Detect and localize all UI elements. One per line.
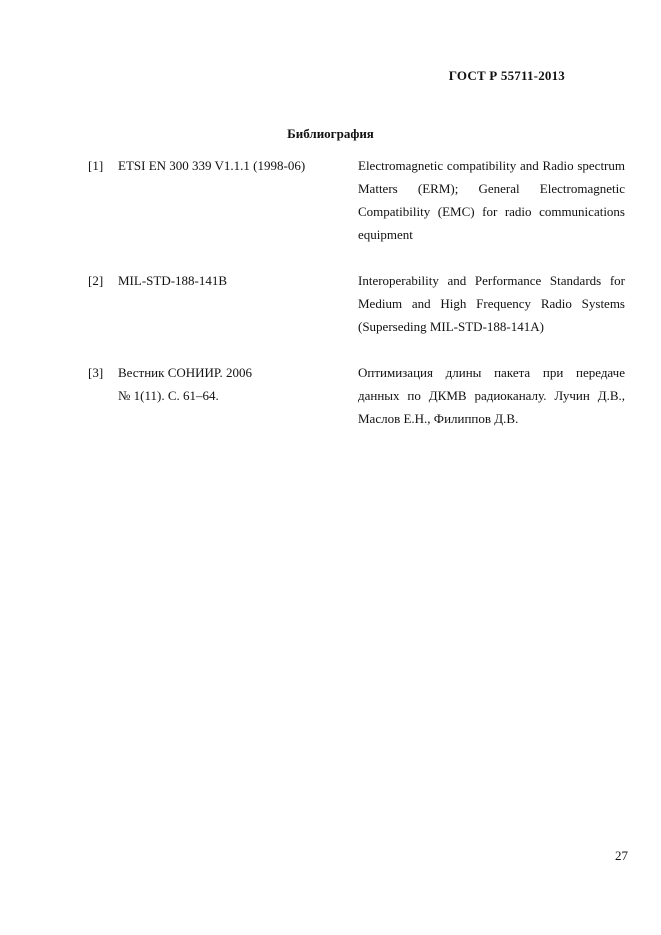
document-header: ГОСТ Р 55711-2013 [448,68,565,83]
entry-number: [2] [88,273,104,288]
entry-number: [3] [88,365,104,380]
entry-title: Electromagnetic compatibility and Radio spectrum Matters (ERM); General Electromagnetic Compatibility (EMC) for radio communications equipment [358,158,625,242]
bibliography-entry [88,269,625,338]
bibliography-entry [88,361,625,430]
page-number: 27 [615,848,628,863]
entry-reference: ETSI EN 300 339 V1.1.1 (1998-06) [118,158,306,173]
entry-title: Оптимизация длины пакета при передаче данных по ДКМВ радиоканалу. Лучин Д.В., Маслов Е.Н., Филиппов Д.В. [358,365,625,426]
entry-reference: Вестник СОНИИР. 2006 № 1(11). С. 61–64. [118,365,253,403]
entry-reference: MIL-STD-188-141B [118,273,228,288]
bibliography-list [88,154,625,430]
bibliography-entry [88,154,625,246]
bibliography-title: Библиография [287,126,374,141]
entry-number: [1] [88,158,104,173]
entry-title: Interoperability and Performance Standards for Medium and High Frequency Radio Systems (Superseding MIL-STD-188-141A) [358,273,625,334]
